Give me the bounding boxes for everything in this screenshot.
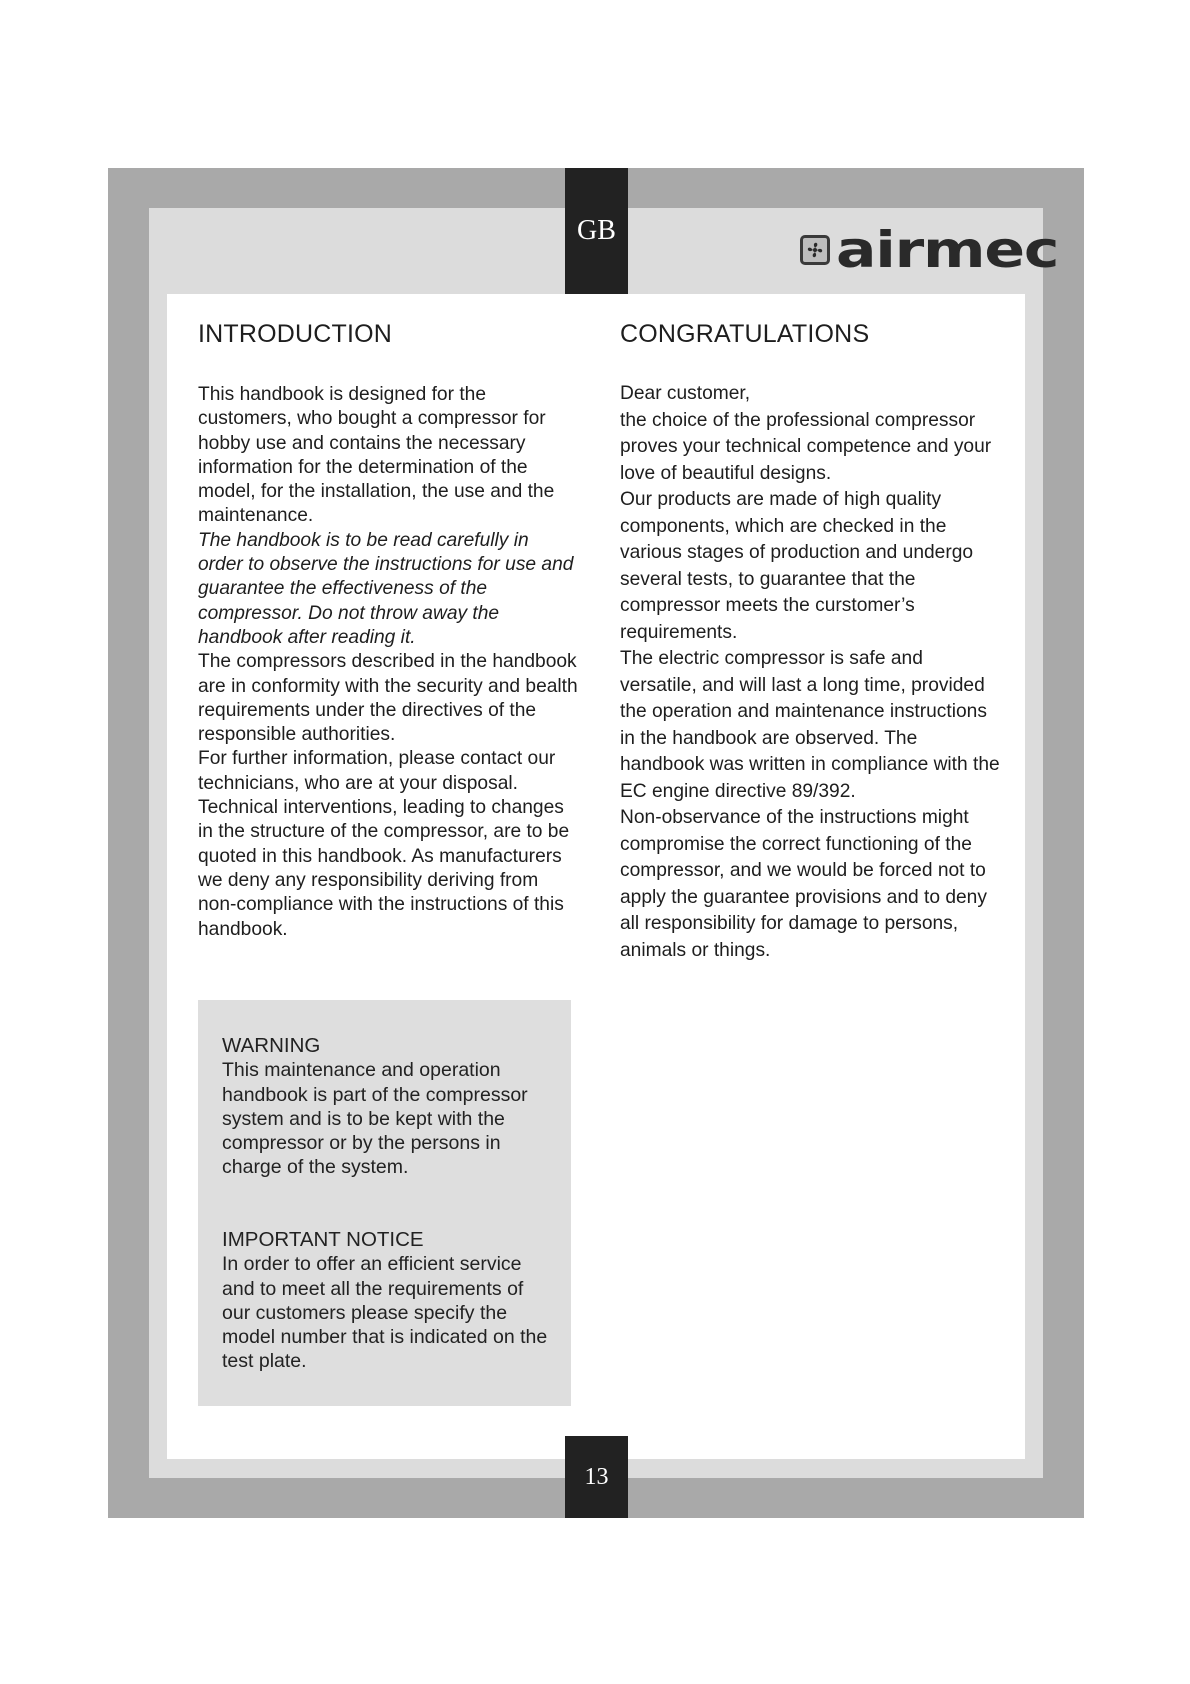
- language-tab: GB: [565, 168, 628, 294]
- congratulations-paragraph: Non-observance of the instructions might compromise the correct functioning of the compressor, and we would be forced not to apply the guarantee provisions and to deny all responsibility for damage to persons, animals or things.: [620, 807, 987, 961]
- congratulations-paragraph: Our products are made of high quality components, which are checked in the various stages of production and undergo several tests, to guarantee that the compressor meets the curstomer’s requirements.: [620, 489, 974, 643]
- introduction-paragraph: Technical interventions, leading to changes in the structure of the compressor, are to be quoted in this handbook. As manufacturers we deny any responsibility deriving from non-compliance with the instructions of this handbook.: [198, 797, 570, 940]
- introduction-heading: INTRODUCTION: [198, 320, 393, 348]
- introduction-paragraph-italic: The handbook is to be read carefully in order to observe the instructions for use and guarantee the effectiveness of the compressor. Do not throw away the handbook after reading it.: [198, 529, 574, 648]
- warning-text: This maintenance and operation handbook is part of the compressor system and is to be kept with the compressor or by the persons in charge of the system.: [222, 1059, 528, 1179]
- congratulations-section: [620, 320, 1000, 964]
- notice-box: [198, 1000, 571, 1406]
- important-notice-block: [222, 1228, 552, 1374]
- page-number: 13: [565, 1436, 628, 1518]
- introduction-body: [198, 383, 578, 942]
- warning-title: WARNING: [222, 1034, 321, 1057]
- congratulations-paragraph: Dear customer,: [620, 383, 751, 404]
- brand-logo: [800, 220, 1059, 280]
- brand-wordmark: airmec: [836, 221, 1059, 279]
- important-notice-text: In order to offer an efficient service and to meet all the requirements of our customers please specify the model number that is indicated on the test plate.: [222, 1253, 548, 1373]
- congratulations-paragraph: The electric compressor is safe and versatile, and will last a long time, provided the operation and maintenance instructions in the handbook are observed. The handbook was written in compliance with the EC engine directive 89/392.: [620, 648, 1000, 802]
- important-notice-title: IMPORTANT NOTICE: [222, 1228, 424, 1251]
- fan-icon: [800, 235, 830, 265]
- introduction-paragraph: For further information, please contact our technicians, who are at your disposal.: [198, 748, 556, 794]
- congratulations-paragraph: the choice of the professional compressor proves your technical competence and your love of beautiful designs.: [620, 409, 992, 484]
- congratulations-body: [620, 381, 1000, 964]
- introduction-section: [198, 320, 578, 942]
- introduction-paragraph: The compressors described in the handbook are in conformity with the security and bealth requirements under the directives of the responsible authorities.: [198, 651, 578, 746]
- introduction-paragraph: This handbook is designed for the customers, who bought a compressor for hobby use and contains the necessary information for the determination of the model, for the installation, the use and the maintenance.: [198, 384, 555, 527]
- warning-block: [222, 1034, 552, 1180]
- congratulations-heading: CONGRATULATIONS: [620, 320, 870, 348]
